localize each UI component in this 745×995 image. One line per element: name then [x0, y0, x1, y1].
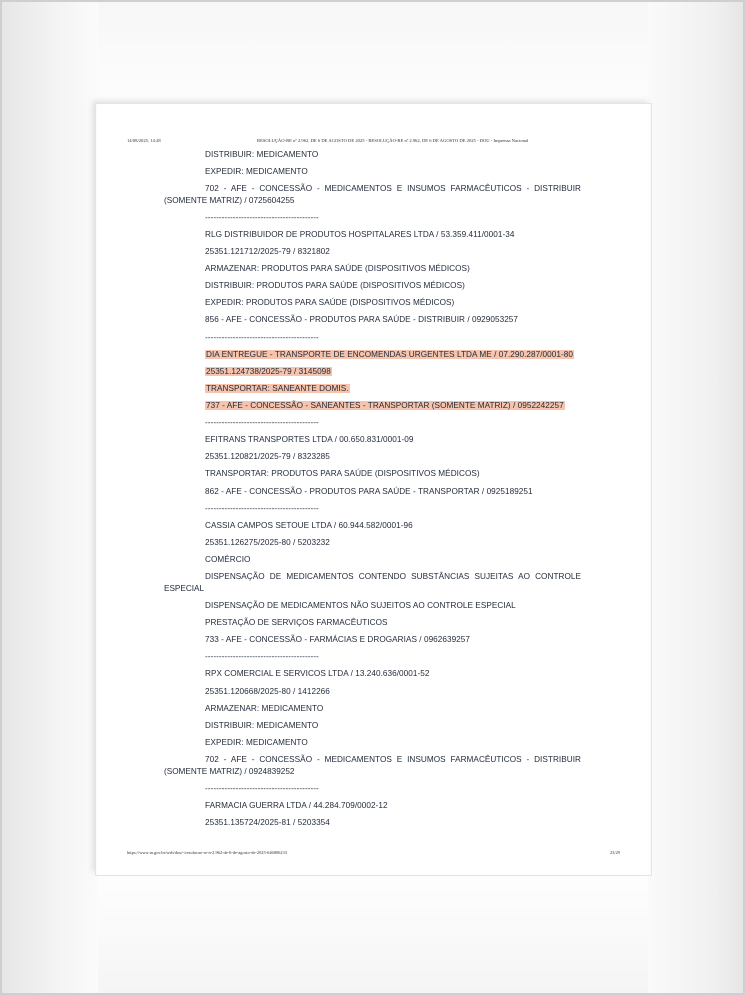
text-line: EXPEDIR: MEDICAMENTO — [205, 167, 308, 176]
frame-bevel-left — [2, 2, 98, 993]
text-line: 856 - AFE - CONCESSÃO - PRODUTOS PARA SAÚDE - DISTRIBUIR / 0929053257 — [205, 315, 519, 324]
text-line: ARMAZENAR: MEDICAMENTO — [205, 704, 324, 713]
company-name: CASSIA CAMPOS SETOUE LTDA / 60.944.582/0001-96 — [205, 521, 413, 530]
document-page — [97, 105, 650, 874]
text-line: (SOMENTE MATRIZ) / 0924839252 — [164, 767, 295, 776]
separator: ----------------------------------------- — [205, 213, 319, 222]
frame-bevel-top — [2, 2, 743, 106]
highlighted-line — [205, 367, 332, 376]
text-line: 25351.126275/2025-80 / 5203232 — [205, 538, 330, 547]
text-line: 25351.121712/2025-79 / 8321802 — [205, 247, 330, 256]
text-line: ESPECIAL — [164, 584, 205, 593]
highlight-concession: 737 - AFE - CONCESSÃO - SANEANTES - TRANSPORTAR (SOMENTE MATRIZ) / 0952242257 — [206, 401, 564, 410]
company-name: RPX COMERCIAL E SERVICOS LTDA / 13.240.636/0001-52 — [205, 669, 430, 678]
separator: ----------------------------------------- — [205, 504, 319, 513]
text-line: 25351.135724/2025-81 / 5203354 — [205, 818, 330, 827]
header-title: RESOLUÇÃO-RE nº 2.962, DE 6 DE AGOSTO DE 2025 - RESOLUÇÃO-RE nº 2.962, DE 6 DE AGOSTO DE 2025 - DOU - Imprensa Nacional — [257, 138, 529, 143]
highlight-company-name: DIA ENTREGUE - TRANSPORTE DE ENCOMENDAS URGENTES LTDA ME / 07.290.287/0001-80 — [206, 350, 573, 359]
text-line: EXPEDIR: PRODUTOS PARA SAÚDE (DISPOSITIVOS MÉDICOS) — [205, 298, 455, 307]
text-line: DISTRIBUIR: MEDICAMENTO — [205, 721, 319, 730]
text-line: DISTRIBUIR: MEDICAMENTO — [205, 150, 319, 159]
text-line: EXPEDIR: MEDICAMENTO — [205, 738, 308, 747]
text-line: DISTRIBUIR: PRODUTOS PARA SAÚDE (DISPOSITIVOS MÉDICOS) — [205, 281, 465, 290]
text-line: ARMAZENAR: PRODUTOS PARA SAÚDE (DISPOSITIVOS MÉDICOS) — [205, 264, 470, 273]
text-line: 733 - AFE - CONCESSÃO - FARMÁCIAS E DROGARIAS / 0962639257 — [205, 635, 470, 644]
text-line: (SOMENTE MATRIZ) / 0725604255 — [164, 196, 295, 205]
separator: ----------------------------------------- — [205, 333, 319, 342]
text-line: 702 - AFE - CONCESSÃO - MEDICAMENTOS E INSUMOS FARMACÊUTICOS - DISTRIBUIR — [205, 755, 581, 764]
text-line: 702 - AFE - CONCESSÃO - MEDICAMENTOS E INSUMOS FARMACÊUTICOS - DISTRIBUIR — [205, 184, 581, 193]
footer-url: https://www.in.gov.br/web/dou/-/resolucao-re-n-2.962-de-6-de-agosto-de-2025-646806233 — [127, 850, 287, 855]
text-line: DISPENSAÇÃO DE MEDICAMENTOS CONTENDO SUBSTÂNCIAS SUJEITAS AO CONTROLE — [205, 572, 581, 581]
separator: ----------------------------------------- — [205, 784, 319, 793]
company-name: EFITRANS TRANSPORTES LTDA / 00.650.831/0001-09 — [205, 435, 414, 444]
text-line: 862 - AFE - CONCESSÃO - PRODUTOS PARA SAÚDE - TRANSPORTAR / 0925189251 — [205, 487, 533, 496]
highlighted-line — [205, 350, 574, 359]
text-line: COMÉRCIO — [205, 555, 251, 564]
separator: ----------------------------------------- — [205, 652, 319, 661]
frame-bevel-bottom — [2, 873, 743, 993]
highlight-activity: TRANSPORTAR: SANEANTE DOMIS. — [206, 384, 349, 393]
text-line: DISPENSAÇÃO DE MEDICAMENTOS NÃO SUJEITOS AO CONTROLE ESPECIAL — [205, 601, 516, 610]
text-line: PRESTAÇÃO DE SERVIÇOS FARMACÊUTICOS — [205, 618, 388, 627]
text-line: 25351.120668/2025-80 / 1412266 — [205, 687, 330, 696]
text-line: TRANSPORTAR: PRODUTOS PARA SAÚDE (DISPOSITIVOS MÉDICOS) — [205, 469, 480, 478]
header-date: 14/08/2025, 14:28 — [127, 138, 161, 143]
company-name: RLG DISTRIBUIDOR DE PRODUTOS HOSPITALARES LTDA / 53.359.411/0001-34 — [205, 230, 515, 239]
highlight-process-number: 25351.124738/2025-79 / 3145098 — [206, 367, 331, 376]
company-name: FARMACIA GUERRA LTDA / 44.284.709/0002-12 — [205, 801, 388, 810]
separator: ----------------------------------------- — [205, 418, 319, 427]
footer-page-number: 23/29 — [609, 850, 620, 855]
highlighted-line — [205, 401, 565, 410]
highlighted-line — [205, 384, 350, 393]
text-line: 25351.120821/2025-79 / 8323285 — [205, 452, 330, 461]
frame-bevel-right — [648, 2, 743, 993]
